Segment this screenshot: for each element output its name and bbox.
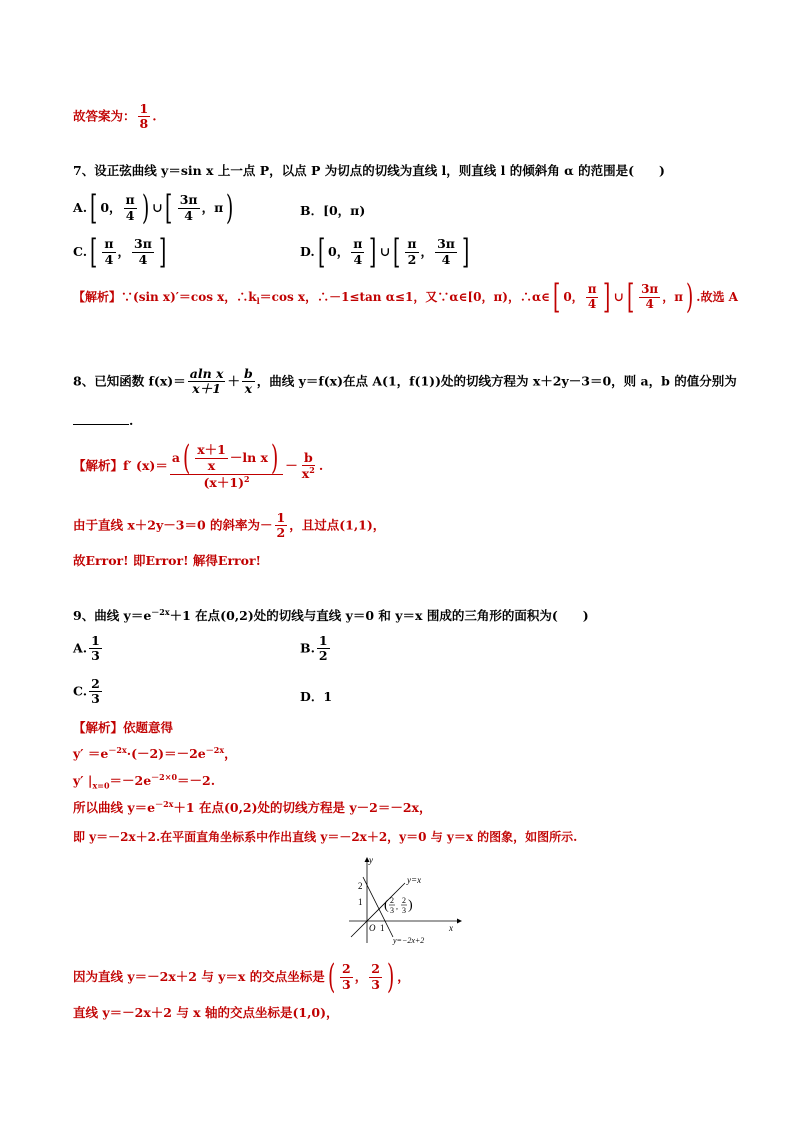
frac-den: 8 [139,116,149,132]
prev-answer-fraction [138,102,151,132]
frac-num: π [353,236,363,252]
analysis-text: . [318,458,324,474]
prev-answer-lead: 故答案为： [73,108,136,124]
analysis-sup: －2x [108,745,127,755]
frac-den [300,466,317,482]
x-axis-label: x [449,923,453,933]
analysis-text: a [171,449,180,465]
tick-y-2: 2 [358,881,363,891]
analysis-sup: －2x [205,745,225,755]
option-text: 0， [328,243,350,259]
option-text: 0， [100,199,122,215]
option-text: ∪ [151,199,163,215]
analysis-sup: －2×0 [151,772,178,782]
frac-num: π [104,236,114,252]
intersection-paren-open: ( [384,898,389,913]
q8-text: ，曲线 y＝f(x)在点 A(1，f(1))处的切线方程为 x＋2y－3＝0，则 a，b 的值分别为 [256,373,737,389]
q7-option-b: B．[0，π) [300,203,366,218]
frac-num: b [303,450,313,466]
frac-den: 4 [184,207,193,223]
answer-blank [73,424,129,425]
q9-analysis-line3 [73,800,734,815]
frac-num: b [243,366,253,381]
q9-text: 9、曲线 y＝e [73,608,152,624]
frac-den: x [244,381,253,397]
prev-answer-end: . [152,108,157,124]
frac-den: 4 [587,296,597,311]
q7-stem: 7、设正弦曲线 y＝sin x 上一点 P，以点 P 为切点的切线为直线 l，则直线 l 的倾斜角 α 的范围是( ) [73,163,665,178]
q8-stem [73,366,737,397]
intersection-x-num: 2 [390,896,394,905]
analysis-sub: l [256,296,260,307]
tick-x-1: 1 [380,923,385,933]
q9-stem [73,608,734,623]
option-label: C. [73,243,88,259]
analysis-text: .故选 A [696,289,738,304]
analysis-text: ∵(sin x)′＝cos x，∴k [121,289,257,304]
analysis-tag: 【解析】 [73,289,122,304]
analysis-text: f′ (x)＝ [123,458,168,474]
analysis-text: ＝cos x，∴－1≤tan α≤1，又∵α∈[0，π)，∴α∈ [259,289,551,304]
intersection-sep: , [396,902,398,911]
analysis-text: 因为直线 y＝－2x＋2 与 y＝x 的交点坐标是 [73,968,325,984]
frac-num: 3π [179,192,198,208]
analysis-tag: 【解析】 [73,720,124,735]
q8-text: 8、已知函数 f(x)＝ [73,373,186,389]
analysis-sup: －2x [155,799,174,809]
q9-analysis-line2 [73,773,734,791]
origin-label: O [369,923,376,933]
analysis-text: ， [354,968,368,984]
analysis-text: y′ | [73,773,93,789]
frac-num: aln x [189,366,224,381]
analysis-text: ， [224,746,237,762]
q9-analysis-line6: 直线 y＝－2x＋2 与 x 轴的交点坐标是(1,0)， [73,1005,339,1020]
q8-blank [73,413,734,428]
analysis-text: ，π [662,289,684,304]
q9-text: ＋1 在点(0,2)处的切线与直线 y＝0 和 y＝x 围成的三角形的面积为( ) [169,608,589,624]
frac-den: 4 [104,251,114,267]
intersection-paren-close: ) [408,898,413,913]
frac-den: 3 [91,691,100,707]
frac-num: a( $\frac{x+1}{x}$ －ln x) [170,443,283,475]
frac-num: 1 [139,101,149,116]
q9-figure [335,855,465,947]
frac-num: 1 [276,510,286,525]
option-text: ， [420,243,434,259]
analysis-text: y′ ＝e [73,746,109,762]
analysis-text: x [301,466,310,482]
frac-den: 3 [91,648,100,664]
x-axis-arrow [457,919,462,924]
analysis-text: －ln x [229,449,269,465]
analysis-tag: 【解析】 [73,458,124,474]
y-axis-label: y [369,855,373,865]
q8-line3: 故Error! 即Error! 解得Error! [73,553,262,568]
frac-den: 4 [645,296,654,311]
option-label: D. [300,243,315,259]
q8-text: . [129,413,134,428]
analysis-text: 由于直线 x＋2y－3＝0 的斜率为－ [73,517,273,533]
frac-den: 2 [276,525,286,541]
option-label: A. [73,640,88,656]
frac-den: 2 [407,251,417,267]
frac-den: 3 [371,976,380,992]
option-label: C. [73,683,88,699]
analysis-text: ，且过点(1,1)， [289,517,386,533]
q7-option-a: A.[ 0， $\frac{\pi}{4}$ ) ∪[ $\frac{3\pi}{4}$ ，π) [73,188,234,228]
frac-den [202,475,252,491]
analysis-text: － [285,458,298,474]
q9-analysis-intro [73,720,734,735]
q9-option-b [300,634,332,664]
analysis-text: ∪ [613,289,624,304]
option-text: ，π [201,199,224,215]
analysis-text: ·(－2)＝－2e [126,746,206,762]
option-text: ∪ [379,243,391,259]
label-y-eq-x: y=x [407,875,422,885]
analysis-text: 0， [563,289,584,304]
q8-line2 [73,511,734,541]
analysis-text: (x＋1) [203,474,244,490]
option-text: ， [117,243,131,259]
frac-den: 2 [318,648,328,664]
frac-den: 4 [125,207,135,223]
analysis-sub: x=0 [92,780,110,791]
frac-den: 3 [342,976,351,992]
frac-num: π [587,282,597,296]
frac-num: 2 [91,676,100,691]
q7-analysis: 【解析】∵(sin x)′＝cos x，$\therefore k_l=\cos$ x，∴－1≤tan α≤1，又∵α∈[0，π)，∴α∈[ 0， $\frac{\pi}{4}$ ] ∪[ $\frac{3\pi}{4}$ ，π) .故选 A [73,277,738,317]
analysis-text: ＝－2. [177,773,216,789]
frac-den: 4 [441,251,451,267]
frac-num: 3π [134,236,152,252]
q9-option-a [73,634,104,664]
prev-answer [73,102,734,132]
q7-option-c: C.[ $\frac{\pi}{4}$ ， $\frac{3\pi}{4}$ ] [73,232,167,272]
label-tangent-line: y=−2x+2 [393,936,425,945]
q9-sup: －2x [151,607,170,617]
q7-option-d: D.[ 0， $\frac{\pi}{4}$ ] ∪[ $\frac{\pi}{2}$ ， $\frac{3\pi}{4}$ ] [300,232,470,272]
frac-den: 4 [353,251,363,267]
analysis-text: 所以曲线 y＝e [73,800,156,816]
intersection-y-num: 2 [402,896,406,905]
q9-option-c [73,677,104,707]
q9-analysis-line5: 因为直线 y＝－2x＋2 与 y＝x 的交点坐标是( $\frac{2}{3}$ ， $\frac{2}{3}$ ) ， [73,957,410,997]
q9-analysis-line4: 即 y＝－2x＋2.在平面直角坐标系中作出直线 y＝－2x＋2，y＝0 与 y＝x 的图象，如图所示. [73,830,578,844]
analysis-text: 依题意得 [123,720,174,735]
frac-num: x＋1 [197,442,226,458]
frac-num: 3π [437,236,455,252]
analysis-sup: 2 [244,473,250,484]
frac-num: π [407,236,417,252]
frac-num: 3π [641,282,659,296]
frac-num: π [125,192,135,208]
q8-analysis [73,438,734,490]
frac-num: 2 [342,961,351,977]
option-label: A. [73,199,88,215]
analysis-text: ＋1 在点(0,2)处的切线方程是 y－2＝－2x， [173,800,432,816]
analysis-sup: 2 [309,465,315,476]
frac-den: x [207,457,216,473]
frac-num: 1 [318,633,328,648]
q9-analysis-line1 [73,746,734,761]
intersection-x-den: 3 [390,906,394,915]
analysis-text: ＝－2e [109,773,152,789]
tick-y-1: 1 [358,897,363,907]
frac-num: 2 [371,961,380,977]
option-label: B. [300,640,315,656]
analysis-text: ， [397,968,410,984]
frac-den: x＋1 [192,381,221,397]
frac-den: 4 [138,251,148,267]
frac-num: 1 [91,633,100,648]
q8-text: ＋ [227,373,240,389]
q9-option-d: D．1 [300,689,333,704]
intersection-y-den: 3 [402,906,406,915]
